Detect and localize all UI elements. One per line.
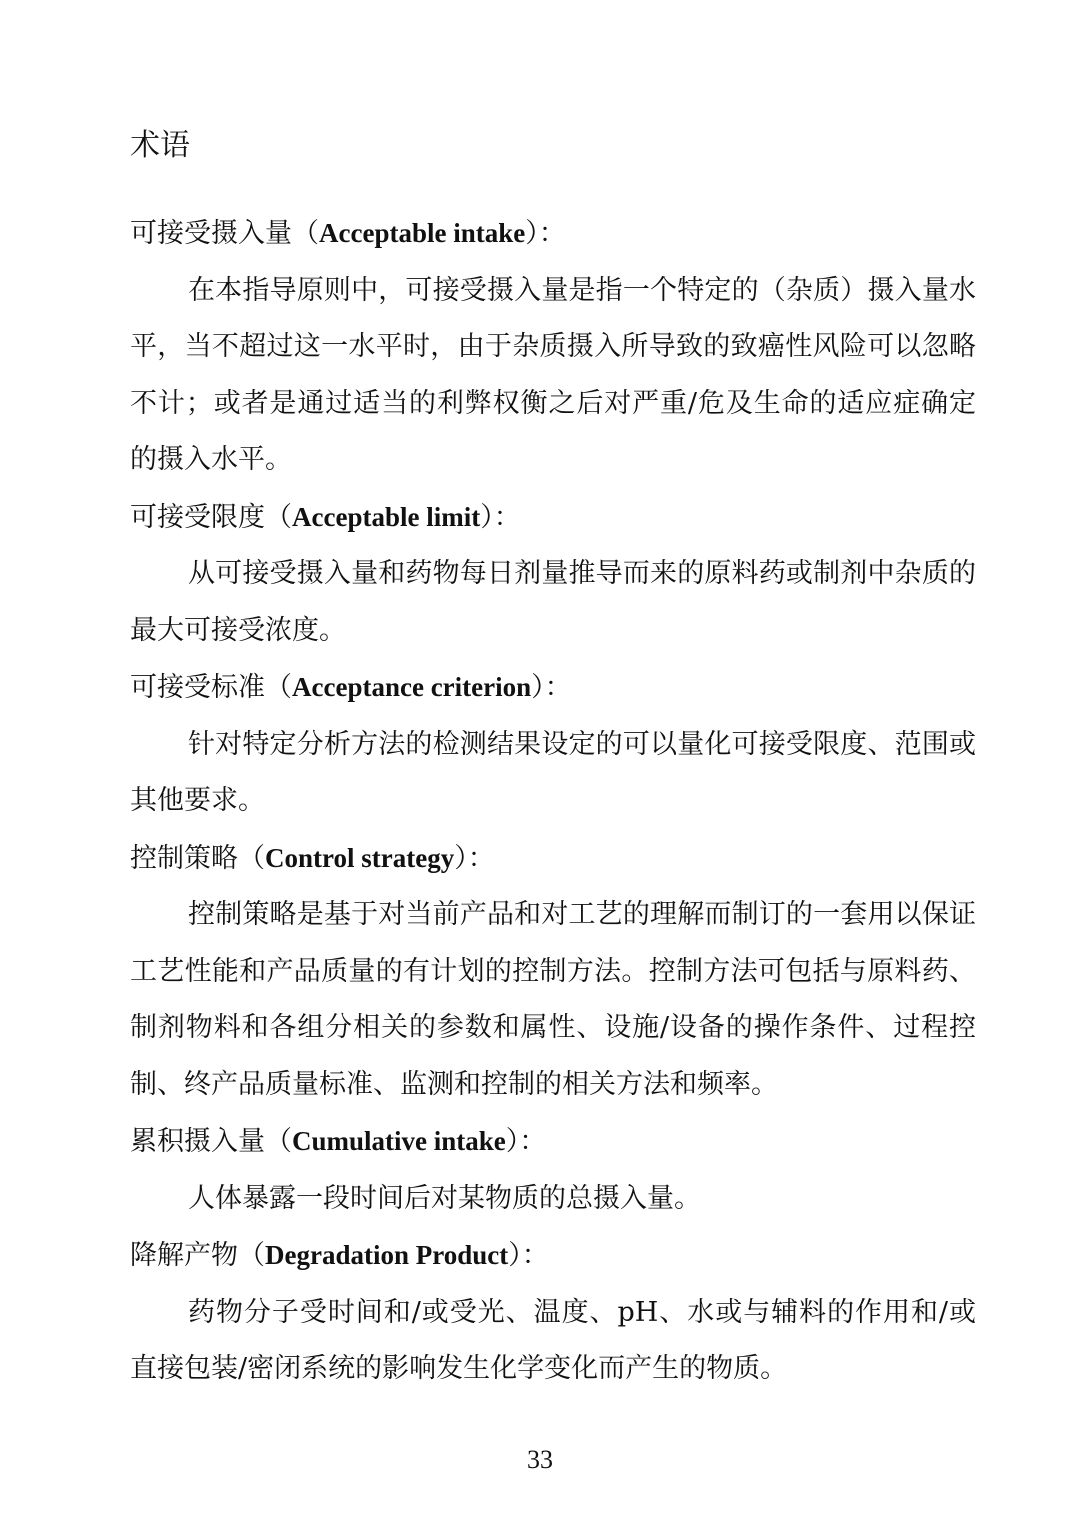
term-name-en: Acceptance criterion [292,672,532,702]
term-close-paren: ）： [505,1126,547,1157]
term-heading [130,1113,976,1171]
term-entry [130,659,976,830]
term-close-paren: ）： [531,672,572,703]
term-open-paren: （ [265,672,292,703]
term-definition: 在本指导原则中，可接受摄入量是指一个特定的（杂质）摄入量水平，当不超过这一水平时，由于杂质摄入所导致的致癌性风险可以忽略不计；或者是通过适当的利弊权衡之后对严重/危及生命的适应症确定的摄入水平。 [130,274,976,475]
term-heading [130,205,976,263]
term-name-en: Cumulative intake [292,1126,506,1156]
term-name-zh: 可接受标准 [130,672,265,703]
term-name-en: Degradation Product [265,1240,509,1270]
term-definition: 药物分子受时间和/或受光、温度、pH、水或与辅料的作用和/或直接包装/密闭系统的影响发生化学变化而产生的物质。 [130,1296,976,1384]
term-definition: 人体暴露一段时间后对某物质的总摄入量。 [188,1182,701,1214]
term-heading [130,830,976,888]
term-heading [130,489,976,547]
term-close-paren: ）： [454,842,495,874]
terms-list [130,205,976,1398]
term-entry [130,489,976,660]
term-open-paren: （ [238,842,265,874]
term-open-paren: （ [292,218,319,249]
term-open-paren: （ [265,1126,292,1157]
term-heading [130,1227,976,1285]
term-close-paren: ）： [525,218,566,249]
term-entry [130,205,976,489]
term-close-paren: ）： [480,501,521,533]
term-name-zh: 可接受限度 [130,501,265,533]
term-name-zh: 累积摄入量 [130,1126,265,1157]
term-name-en: Acceptable intake [319,218,526,248]
term-entry [130,1113,976,1227]
term-close-paren: ）： [508,1240,549,1271]
term-open-paren: （ [265,501,292,533]
term-open-paren: （ [238,1240,265,1271]
term-heading [130,659,976,717]
term-entry [130,1227,976,1398]
page-number: 33 [527,1445,553,1474]
term-entry [130,830,976,1114]
term-name-zh: 降解产物 [130,1240,238,1271]
term-definition: 从可接受摄入量和药物每日剂量推导而来的原料药或制剂中杂质的最大可接受浓度。 [130,558,976,646]
term-definition: 控制策略是基于对当前产品和对工艺的理解而制订的一套用以保证工艺性能和产品质量的有计划的控制方法。控制方法可包括与原料药、制剂物料和各组分相关的参数和属性、设施/设备的操作条件、过程控制、终产品质量标准、监测和控制的相关方法和频率。 [130,899,976,1100]
term-definition: 针对特定分析方法的检测结果设定的可以量化可接受限度、范围或其他要求。 [130,728,976,816]
term-name-zh: 可接受摄入量 [130,218,292,249]
term-name-en: Control strategy [265,842,455,873]
section-title: 术语 [130,128,190,163]
term-name-en: Acceptable limit [292,501,481,532]
term-name-zh: 控制策略 [130,842,238,874]
